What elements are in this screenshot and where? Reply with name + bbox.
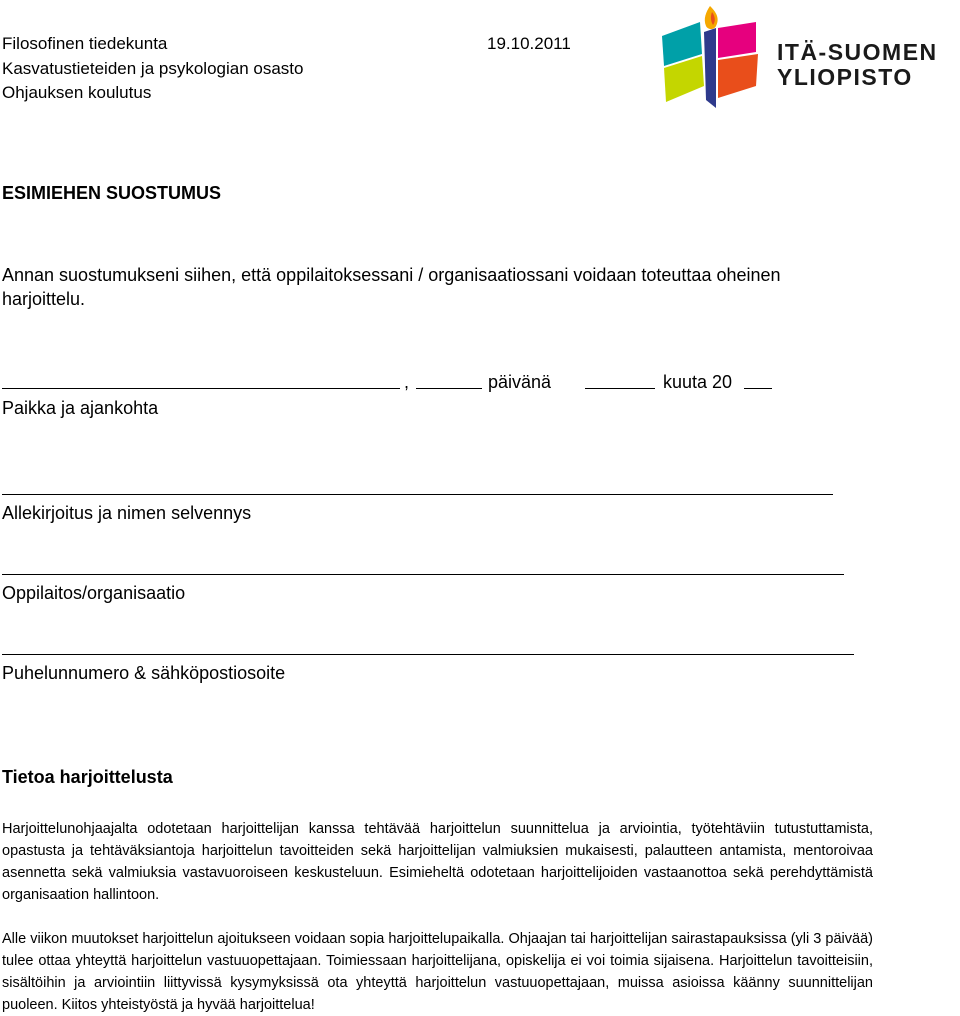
- logo-text-line1: ITÄ-SUOMEN: [777, 39, 938, 65]
- place-blank-line[interactable]: [2, 388, 400, 389]
- logo-book-icon: [660, 4, 770, 112]
- date-month-word: kuuta 20: [663, 372, 733, 392]
- date-day-word: päivänä: [488, 372, 552, 392]
- program-name: Ohjauksen koulutus: [2, 83, 152, 102]
- university-logo: [660, 4, 960, 114]
- date-comma: ,: [404, 372, 410, 392]
- contact-label: Puhelunnumero & sähköpostiosoite: [2, 663, 286, 683]
- month-blank-line[interactable]: [585, 388, 655, 389]
- info-heading: Tietoa harjoittelusta: [2, 767, 173, 787]
- consent-text-line1: Annan suostumukseni siihen, että oppilaitoksessani / organisaatiossani voidaan toteuttaa oheinen: [2, 265, 781, 285]
- day-blank-line[interactable]: [416, 388, 482, 389]
- info-paragraph-1: Harjoittelunohjaajalta odotetaan harjoittelijan kanssa tehtävää harjoittelun suunnittelua ja arviointia, työtehtäviin tutustuttamista, opastusta ja tehtäväksiantoja harjoittelun tavoitteiden sekä harjoittelijan valmiuksien mukaisesti, palautteen antamista, mentoroivaa asennetta sekä valmiuksia vastavuoroiseen keskusteluun. Esimieheltä odotetaan harjoittelijoiden vastaanottoa sekä perehdyttämistä organisaation hallintoon.: [2, 821, 873, 903]
- document-date: 19.10.2011: [487, 34, 571, 53]
- consent-text-line2: harjoittelu.: [2, 289, 86, 309]
- contact-blank-line[interactable]: [2, 654, 854, 655]
- organisation-label: Oppilaitos/organisaatio: [2, 583, 186, 603]
- signature-label: Allekirjoitus ja nimen selvennys: [2, 503, 252, 523]
- department-name: Kasvatustieteiden ja psykologian osasto: [2, 59, 304, 78]
- info-paragraph-2: Alle viikon muutokset harjoittelun ajoitukseen voidaan sopia harjoittelupaikalla. Ohjaajan tai harjoittelijan sairastapauksissa (yli 3 päivää) tulee ottaa yhteyttä harjoittelun vastuuopettajaan. Toimiessaan harjoittelijana, opiskelija ei voi toimia sijaisena. Harjoittelun tavoitteisiin, sisältöihin ja arviointiin liittyvissä kysymyksissä ota yhteyttä harjoittelun vastuuopettajaan, muissa asioissa käänny suunnittelijan puoleen. Kiitos yhteistyöstä ja hyvää harjoittelua!: [2, 931, 873, 1013]
- signature-blank-line[interactable]: [2, 494, 833, 495]
- place-label: Paikka ja ajankohta: [2, 398, 159, 418]
- organisation-blank-line[interactable]: [2, 574, 844, 575]
- form-title: ESIMIEHEN SUOSTUMUS: [2, 183, 222, 203]
- logo-text-line2: YLIOPISTO: [777, 64, 913, 90]
- year-blank-line[interactable]: [744, 388, 772, 389]
- faculty-name: Filosofinen tiedekunta: [2, 34, 168, 53]
